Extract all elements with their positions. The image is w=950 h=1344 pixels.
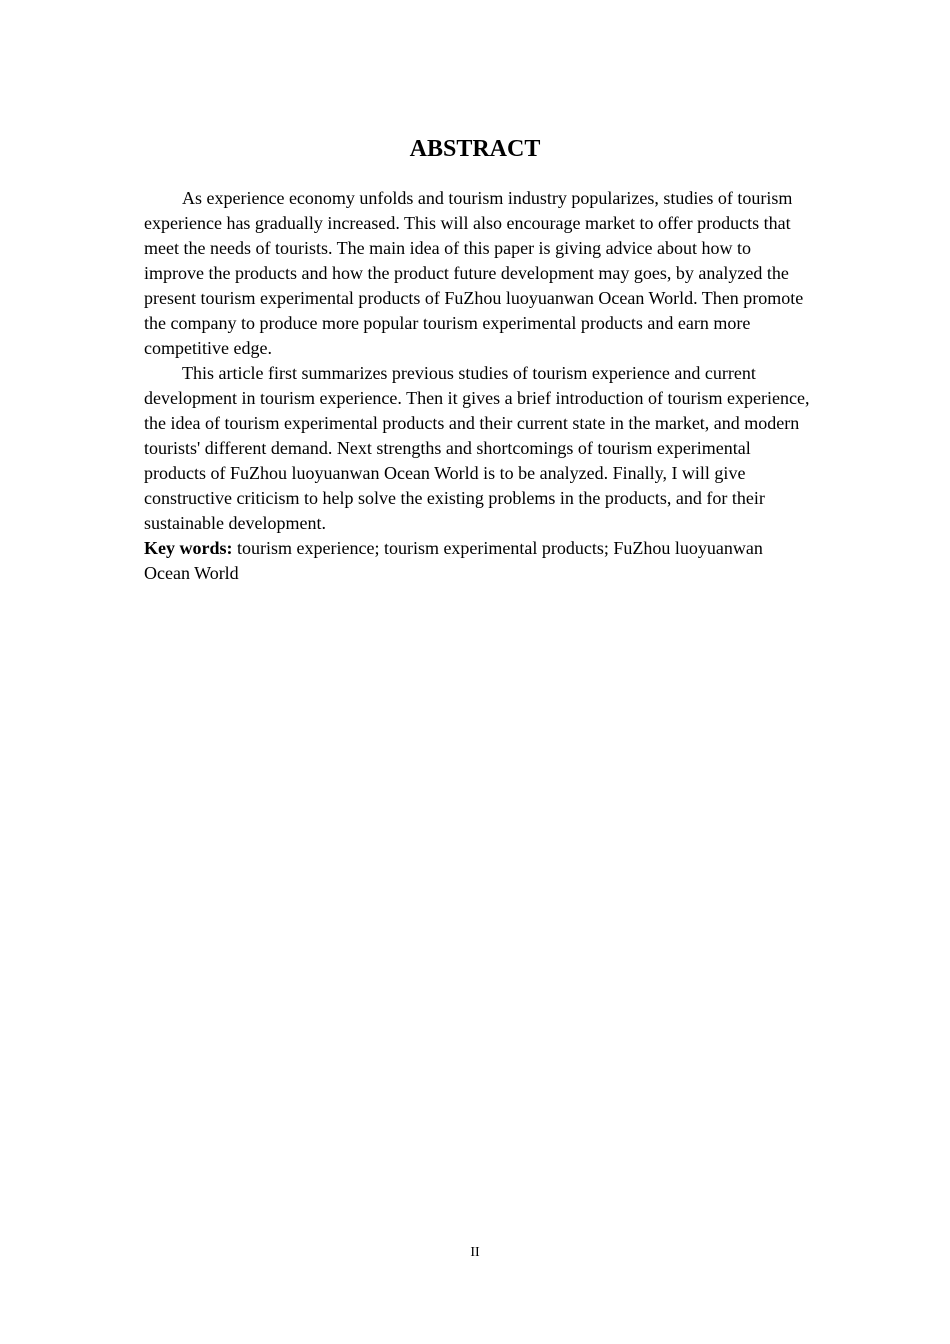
keywords-text: tourism experience; tourism experimental products; FuZhou luoyuanwan Ocean World — [144, 538, 763, 583]
abstract-title: ABSTRACT — [409, 136, 541, 162]
page-number: II — [470, 1245, 480, 1260]
abstract-paragraph-2: This article first summarizes previous studies of tourism experience and current development in tourism experience. Then it gives a brief introduction of tourism experience, the idea of tourism experimental products and their current state in the market, and modern tourists' different demand. Next strengths and shortcomings of tourism experimental products of FuZhou luoyuanwan Ocean World is to be analyzed. Finally, I will give constructive criticism to help solve the existing problems in the products, and for their sustainable development. — [144, 363, 810, 533]
abstract-body — [144, 186, 810, 586]
keywords-line — [144, 536, 810, 586]
abstract-paragraph-1: As experience economy unfolds and tourism industry popularizes, studies of tourism experience has gradually increased. This will also encourage market to offer products that meet the needs of tourists. The main idea of this paper is giving advice about how to improve the products and how the product future development may goes, by analyzed the present tourism experimental products of FuZhou luoyuanwan Ocean World. Then promote the company to produce more popular tourism experimental products and earn more competitive edge. — [144, 188, 804, 358]
keywords-label: Key words: — [144, 538, 233, 558]
